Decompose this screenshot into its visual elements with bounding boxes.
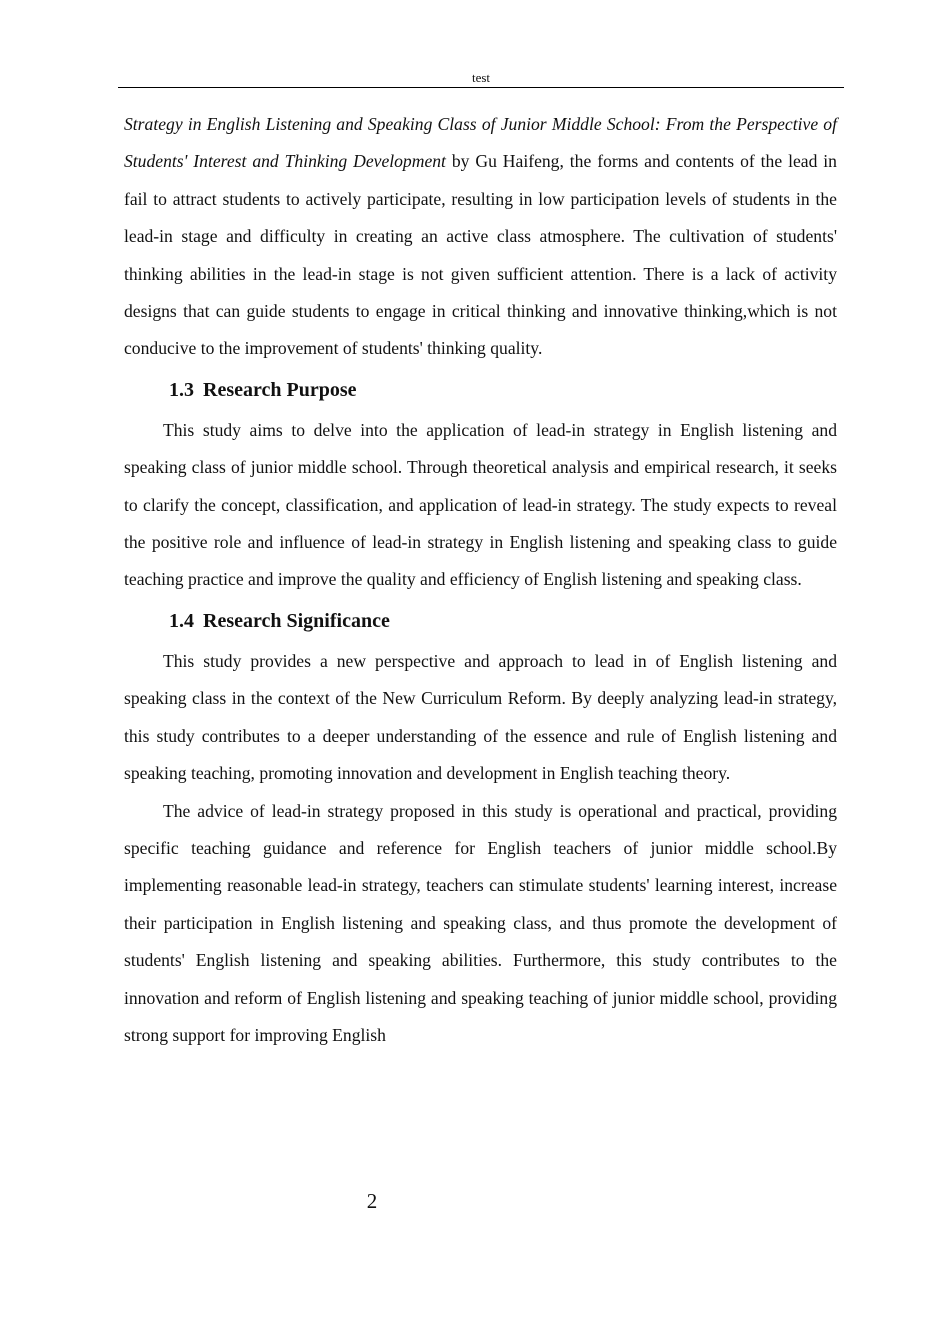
header-rule xyxy=(118,87,844,88)
section-title: Research Significance xyxy=(203,609,390,632)
purpose-paragraph: This study aims to delve into the application of lead-in strategy in English listening and speaking class of junior middle school. Through theoretical analysis and empirical research, it seeks to clarify the concept, classification, and application of lead-in strategy. The study expects to reveal the positive role and influence of lead-in strategy in English listening and speaking class to guide teaching practice and improve the quality and efficiency of English listening and speaking class. xyxy=(124,419,837,590)
opening-paragraph-text: by Gu Haifeng, the forms and contents of the lead in fail to attract students to actively participate, resulting in low participation levels of students in the lead-in stage and difficulty in creating an active class atmosphere. The cultivation of students' thinking abilities in the lead-in stage is not given sufficient attention. There is a lack of activity designs that can guide students to engage in critical thinking and innovative thinking,which is not conducive to the improvement of students' thinking quality. xyxy=(124,151,837,359)
significance-paragraph-2: The advice of lead-in strategy proposed in this study is operational and practical, providing specific teaching guidance and reference for English teachers of junior middle school.By implementing reasonable lead-in strategy, teachers can stimulate students' learning interest, increase their participation in English listening and speaking class, and thus promote the development of students' English listening and speaking abilities. Furthermore, this study contributes to the innovation and reform of English listening and speaking teaching of junior middle school, providing strong support for improving English xyxy=(124,800,837,1045)
section-number: 1.3 xyxy=(169,378,194,401)
page-body xyxy=(124,107,837,1054)
section-title: Research Purpose xyxy=(203,378,357,401)
opening-paragraph xyxy=(124,106,837,368)
cited-work-title: Strategy in English Listening and Speaking Class of Junior Middle School: From the Perspective of Students' Interest and Thinking Development xyxy=(124,114,837,172)
page-number: 2 xyxy=(366,1189,378,1213)
running-header: test xyxy=(471,70,491,85)
significance-paragraph-1: This study provides a new perspective and approach to lead in of English listening and speaking class in the context of the New Curriculum Reform. By deeply analyzing lead-in strategy, this study contributes to a deeper understanding of the essence and rule of English listening and speaking teaching, promoting innovation and development in English teaching theory. xyxy=(124,650,837,784)
section-heading-1-3 xyxy=(169,371,837,409)
section-heading-1-4 xyxy=(169,602,837,640)
section-number: 1.4 xyxy=(169,609,194,632)
